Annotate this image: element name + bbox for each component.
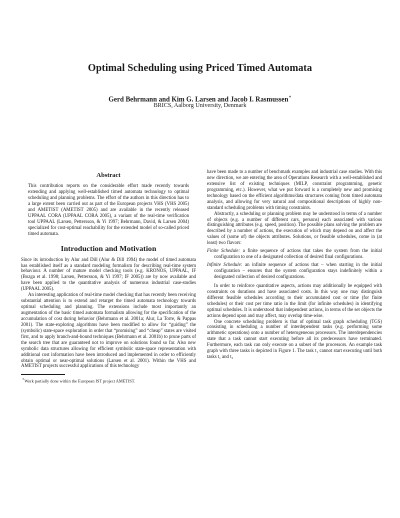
affiliation: BRICS, Aalborg University, Denmark: [153, 103, 247, 109]
intro-heading: Introduction and Motivation: [60, 243, 157, 253]
author-2: Kim G. Larsen: [171, 96, 216, 104]
paper-title: Optimal Scheduling using Priced Timed Automata: [87, 63, 313, 74]
footnote-mark: ∗: [22, 377, 25, 382]
author-separator: and: [215, 96, 231, 104]
list-term-finite: Finite Schedule:: [207, 249, 241, 255]
footnote: [21, 377, 196, 384]
abstract-heading: Abstract: [96, 172, 121, 179]
left-column: [21, 171, 196, 384]
abstract-text: This contribution reports on the considerable effort made recently towards extending and applying well-established timed automata technology to optimal scheduling and planning problems. The effort of the authors in this direction has to a large extent been carried out as part of the European projects VHS (VHS 2005) and AMETIST (AMETIST 2005) and are available in the recently released UPPAAL CORA (UPPAAL CORA 2005), a variant of the real-time verification tool UPPAAL (Larsen, Pettersson, & Yi 1997; Behrmann, David, & Larsen 2004) specialized for cost-optimal reachability for the extended model of so-called priced timed automata.: [28, 184, 189, 237]
right-paragraph-2: Abstractly, a scheduling or planning problem may be understood in terms of a number of objects (e.g. a number of different cars, persons) each associated with various distinguishing attributes (e.g. speed, position). The possible plans solving the problem are described by a number of actions, the execution of which may depend on and affect the values of (some of) the objects attributes. Solutions, or feasible schedules, come in (at least) two flavors:: [207, 211, 382, 247]
list-text-finite: a finite sequence of actions that takes the system from the initial configuration to one of a designated collection of desired final configurations.: [214, 249, 382, 261]
author-separator: and: [156, 96, 172, 104]
right-paragraph-1: have been made to a number of benchmark examples and industrial case studies. With this new direction, we are entering the area of Operations Research with a well-established and extensive list of existing techniques (MILP, constraint programming, genetic programming, etc.). However, what we put forward is a completely new and promising technology based on the efficient algorithms/data structures coming from timed automata analysis, and allowing for very natural and compositional descriptions of highly non-standard scheduling problems with timing constraints.: [207, 170, 382, 211]
author-3: Jacob I. Rasmussen: [230, 96, 289, 104]
list-text-infinite: an infinite sequence of actions that – when starting in the initial configuration – ensures that the system configuration stays indefinitely within a designated collection of desired configurations.: [214, 263, 383, 280]
right-paragraph-3: In order to reinforce quantitative aspects, actions may additionally be equipped with constraints on durations and have associated costs. In this way one may distinguish different feasible schedules according to their accumulated cost or time (for finite schedules) or their cost per time ratio in the limit (for infinite schedules) in identifying optimal schedules. It is understood that independent actions, in terms of the set objects the actions depend upon and may affect, may overlap time-wise.: [207, 283, 382, 319]
footnote-marker: ∗: [288, 94, 292, 99]
author-1: Gerd Behrmann: [108, 96, 157, 104]
footnote-rule: [21, 374, 65, 375]
right-paragraph-4: One concrete scheduling problem is that of optimal task graph scheduling (TGS) consisting in scheduling a number of interdependent tasks (e.g. performing some arithmetic operations) onto a number of heterogeneous processors. The interdependencies state that a task cannot start executing before all its predecessors have terminated. Furthermore, each task can only execute on a subset of the processors. An example task graph with three tasks is depicted in Figure 1. The task t₁ cannot start executing until both tasks t₁ and t₂: [207, 319, 382, 361]
author-line: [0, 94, 400, 103]
list-item-infinite: [207, 263, 382, 281]
intro-paragraph-2: An interesting application of real-time model checking that has recently been receiving substantial attention is to extend and retarget the timed automata technology towards optimal scheduling and planning. The extensions include most importantly an augmentation of the basic timed automata formalism allowing for the specification of the accumulation of cost during behavior (Behrmann et al. 2001a; Alur, La Torre, & Pappas 2001). The state-exploring algorithms have been modified to allow for “guiding” the (symbolic) state-space exploration in order that “promising” and “cheap” states are visited first, and to apply branch-and-bound techniques (Behrmann et al. 2001b) to prune parts of the search tree that are guaranteed not to improve on solutions found so far. Also new symbolic data structures allowing for efficient symbolic state-space representation with additional cost information have been introduced and implemented in order to efficiently obtain optimal or near-optimal solutions (Larsen et al. 2001). Within the VHS and AMETIST projects successful applications of this technology: [21, 293, 196, 370]
list-term-infinite: Infinite Schedule:: [207, 263, 243, 269]
right-column: [207, 170, 382, 361]
intro-paragraph-1: Since its introduction by Alur and Dill (Alur & Dill 1994) the model of timed automata has established itself as a standard modeling formalism for describing real-time system behaviour. A number of mature model checking tools (e.g. KRONOS, UPPAAL, IF (Bozga et al. 1998; Larsen, Pettersson, & Yi 1997; IF 2005)) are by now available and have been applied to the quantitative analysis of numerous industrial case-studies (UPPAAL 2005).: [21, 257, 196, 293]
list-item-finite: [207, 249, 382, 261]
footnote-text: Work partially done within the European IST project AMETIST.: [24, 378, 136, 384]
